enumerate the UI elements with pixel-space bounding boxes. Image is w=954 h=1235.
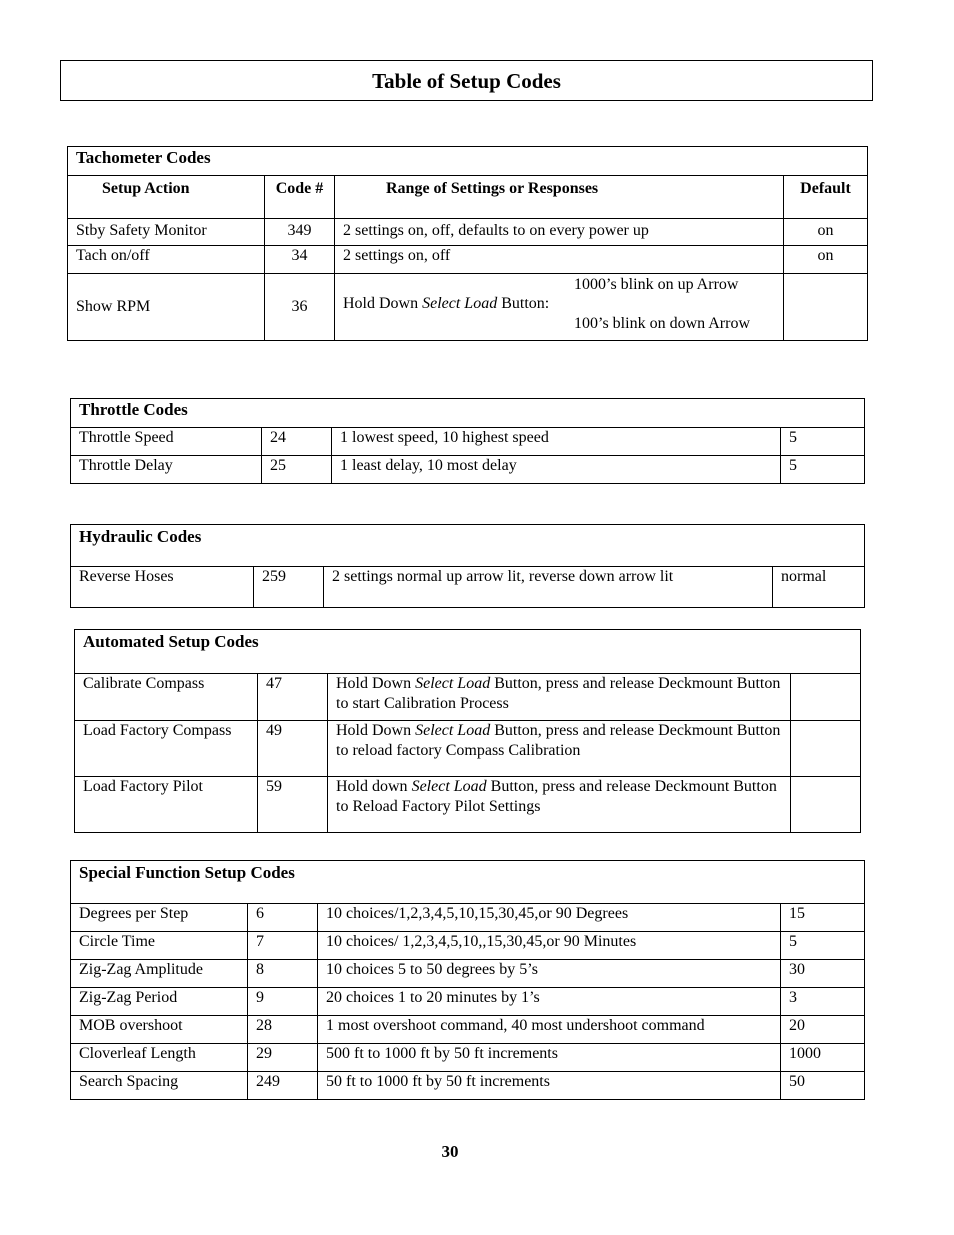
code-cell: 36: [265, 274, 335, 341]
code-cell: 59: [258, 777, 328, 833]
show-rpm-instruction: Hold Down Select Load Button:: [343, 295, 550, 312]
range-cell: Hold Down Select Load Button, press and release Deckmount Button to reload factory Compass Calibration: [328, 721, 791, 777]
table-row: [71, 932, 865, 960]
code-cell: 9: [248, 988, 318, 1016]
range-cell: 20 choices 1 to 20 minutes by 1’s: [318, 988, 781, 1016]
table-row: [71, 428, 865, 456]
setup-action-cell: Tach on/off: [68, 246, 265, 274]
setup-action-cell: MOB overshoot: [71, 1016, 248, 1044]
hydraulic-heading: Hydraulic Codes: [71, 525, 865, 567]
table-row: [68, 219, 868, 246]
range-cell: 2 settings normal up arrow lit, reverse down arrow lit: [324, 567, 773, 608]
setup-action-cell: Degrees per Step: [71, 904, 248, 932]
default-cell: 5: [781, 456, 865, 484]
default-cell: 15: [781, 904, 865, 932]
special-function-heading: Special Function Setup Codes: [71, 861, 865, 904]
code-cell: 47: [258, 674, 328, 721]
code-cell: 7: [248, 932, 318, 960]
default-cell: 1000: [781, 1044, 865, 1072]
range-cell: Hold down Select Load Button, press and release Deckmount Button to Reload Factory Pilot Settings: [328, 777, 791, 833]
throttle-table: [70, 398, 865, 484]
rpm-down-note: 100’s blink on down Arrow: [574, 315, 750, 332]
range-cell: 50 ft to 1000 ft by 50 ft increments: [318, 1072, 781, 1100]
range-cell: [335, 274, 784, 341]
default-cell: 3: [781, 988, 865, 1016]
page-number: 30: [441, 1142, 459, 1161]
setup-action-cell: Stby Safety Monitor: [68, 219, 265, 246]
table-row: [71, 904, 865, 932]
rpm-up-note: 1000’s blink on up Arrow: [574, 276, 739, 293]
range-cell: Hold Down Select Load Button, press and release Deckmount Button to start Calibration Process: [328, 674, 791, 721]
code-cell: 34: [265, 246, 335, 274]
default-cell: on: [784, 219, 868, 246]
column-header-code: Code #: [265, 176, 335, 219]
code-cell: 349: [265, 219, 335, 246]
code-cell: 6: [248, 904, 318, 932]
tachometer-table: [67, 146, 868, 341]
range-cell: 10 choices/1,2,3,4,5,10,15,30,45,or 90 Degrees: [318, 904, 781, 932]
table-row: [75, 777, 861, 833]
setup-action-cell: Circle Time: [71, 932, 248, 960]
table-row: [68, 274, 868, 341]
setup-action-cell: Load Factory Pilot: [75, 777, 258, 833]
range-cell: 500 ft to 1000 ft by 50 ft increments: [318, 1044, 781, 1072]
default-cell: 50: [781, 1072, 865, 1100]
range-cell: 1 lowest speed, 10 highest speed: [332, 428, 781, 456]
code-cell: 25: [262, 456, 332, 484]
table-row: [71, 567, 865, 608]
default-cell: [791, 777, 861, 833]
setup-action-cell: Zig-Zag Amplitude: [71, 960, 248, 988]
default-cell: 5: [781, 932, 865, 960]
page-title: Table of Setup Codes: [60, 60, 873, 101]
default-cell: on: [784, 246, 868, 274]
code-cell: 24: [262, 428, 332, 456]
default-cell: [791, 721, 861, 777]
range-cell: 2 settings on, off, defaults to on every power up: [335, 219, 784, 246]
range-cell: 10 choices 5 to 50 degrees by 5’s: [318, 960, 781, 988]
table-row: [75, 721, 861, 777]
automated-heading: Automated Setup Codes: [75, 630, 861, 674]
setup-action-cell: Search Spacing: [71, 1072, 248, 1100]
table-row: [71, 960, 865, 988]
default-cell: normal: [773, 567, 865, 608]
default-cell: 5: [781, 428, 865, 456]
setup-action-cell: Throttle Speed: [71, 428, 262, 456]
range-cell: 1 least delay, 10 most delay: [332, 456, 781, 484]
setup-action-cell: Cloverleaf Length: [71, 1044, 248, 1072]
range-cell: 1 most overshoot command, 40 most undershoot command: [318, 1016, 781, 1044]
setup-action-cell: Throttle Delay: [71, 456, 262, 484]
throttle-heading: Throttle Codes: [71, 399, 865, 428]
default-cell: [784, 274, 868, 341]
table-row: [75, 674, 861, 721]
default-cell: [791, 674, 861, 721]
table-row: [71, 1044, 865, 1072]
column-header-range: Range of Settings or Responses: [335, 176, 784, 219]
code-cell: 49: [258, 721, 328, 777]
column-header-default: Default: [784, 176, 868, 219]
code-cell: 29: [248, 1044, 318, 1072]
tachometer-heading: Tachometer Codes: [68, 147, 868, 176]
setup-action-cell: Load Factory Compass: [75, 721, 258, 777]
setup-action-cell: Reverse Hoses: [71, 567, 254, 608]
code-cell: 259: [254, 567, 324, 608]
automated-table: [74, 629, 861, 833]
code-cell: 28: [248, 1016, 318, 1044]
code-cell: 8: [248, 960, 318, 988]
table-row: [71, 1016, 865, 1044]
range-cell: 2 settings on, off: [335, 246, 784, 274]
default-cell: 30: [781, 960, 865, 988]
setup-action-cell: Show RPM: [68, 274, 265, 341]
setup-action-cell: Calibrate Compass: [75, 674, 258, 721]
special-function-table: [70, 860, 865, 1100]
table-row: [71, 456, 865, 484]
code-cell: 249: [248, 1072, 318, 1100]
range-cell: 10 choices/ 1,2,3,4,5,10,,15,30,45,or 90 Minutes: [318, 932, 781, 960]
column-header-setup-action: Setup Action: [68, 176, 265, 219]
table-row: [71, 1072, 865, 1100]
table-row: [71, 988, 865, 1016]
table-row: [68, 246, 868, 274]
default-cell: 20: [781, 1016, 865, 1044]
hydraulic-table: [70, 524, 865, 608]
setup-action-cell: Zig-Zag Period: [71, 988, 248, 1016]
